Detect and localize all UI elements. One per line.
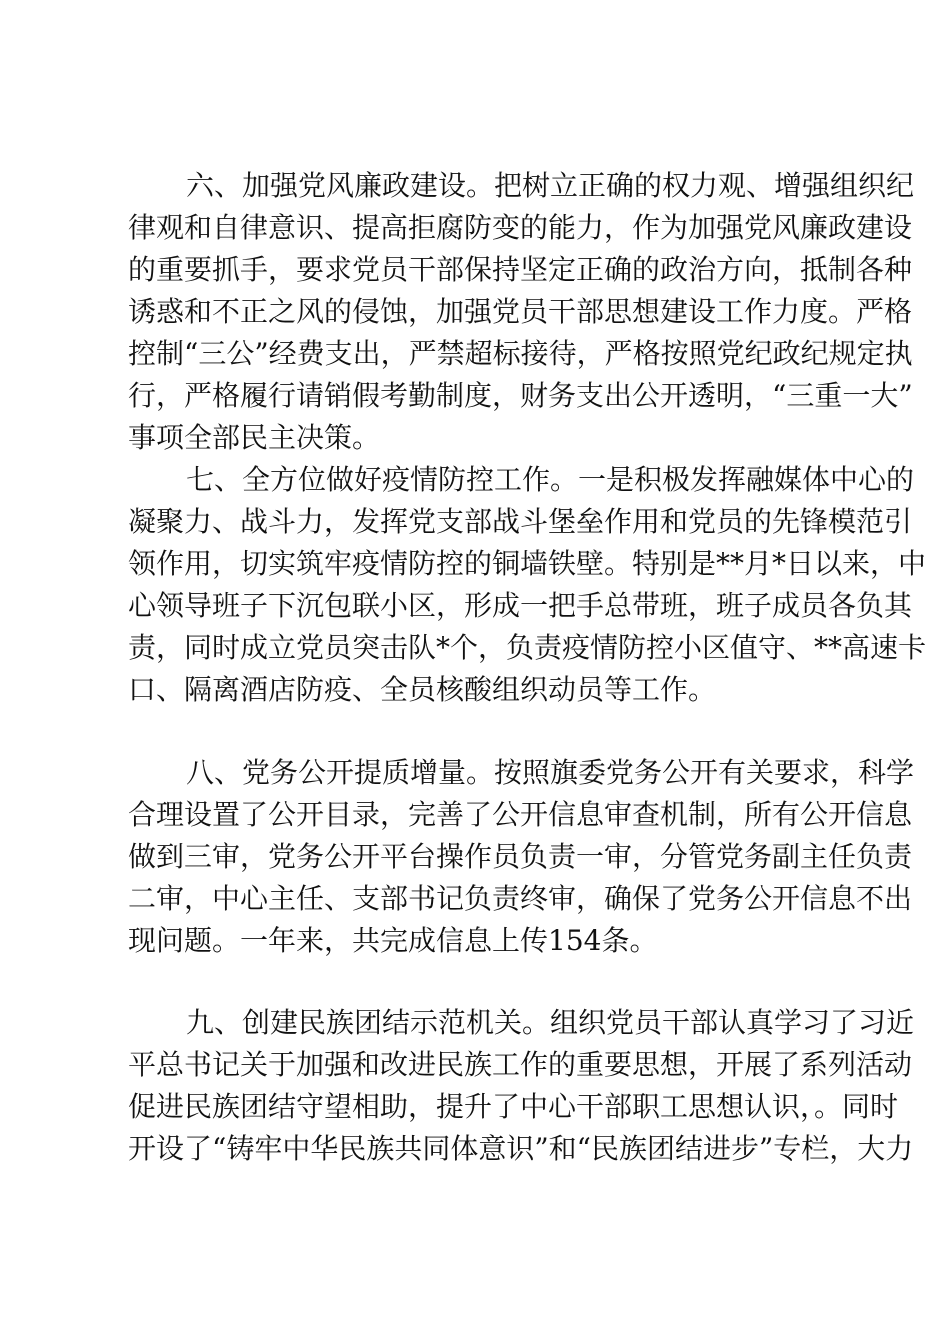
paragraph-6-line-4: 诱惑和不正之风的侵蚀，加强党员干部思想建设工作力度。严格 <box>128 295 913 328</box>
paragraph-6-line-6: 行，严格履行请销假考勤制度，财务支出公开透明，“三重一大” <box>128 379 913 412</box>
paragraph-9-line-3: 促进民族团结守望相助，提升了中心干部职工思想认识，。同时 <box>128 1090 899 1123</box>
paragraph-6-line-7: 事项全部民主决策。 <box>128 421 381 454</box>
paragraph-7-line-4: 心领导班子下沉包联小区，形成一把手总带班，班子成员各负其 <box>128 589 913 622</box>
paragraph-8-line-3: 做到三审，党务公开平台操作员负责一审，分管党务副主任负责 <box>128 840 913 873</box>
paragraph-8-line-5: 现问题。一年来，共完成信息上传154条。 <box>128 924 658 957</box>
paragraph-6-line-3: 的重要抓手，要求党员干部保持坚定正确的政治方向，抵制各种 <box>128 253 913 286</box>
paragraph-9-line-1: 九、创建民族团结示范机关。组织党员干部认真学习了习近 <box>186 1006 915 1039</box>
paragraph-8-line-2: 合理设置了公开目录，完善了公开信息审查机制，所有公开信息 <box>128 798 913 831</box>
paragraph-6-line-2: 律观和自律意识、提高拒腐防变的能力，作为加强党风廉政建设 <box>128 211 913 244</box>
paragraph-7-line-2: 凝聚力、战斗力，发挥党支部战斗堡垒作用和党员的先锋模范引 <box>128 505 913 538</box>
paragraph-7-line-6: 口、隔离酒店防疫、全员核酸组织动员等工作。 <box>128 673 717 706</box>
paragraph-9-line-4: 开设了“铸牢中华民族共同体意识”和“民族团结进步”专栏，大力 <box>128 1132 914 1165</box>
paragraph-8-line-4: 二审，中心主任、支部书记负责终审，确保了党务公开信息不出 <box>128 882 913 915</box>
paragraph-7-line-5: 责，同时成立党员突击队*个，负责疫情防控小区值守、**高速卡 <box>128 631 927 664</box>
paragraph-7-line-1: 七、全方位做好疫情防控工作。一是积极发挥融媒体中心的 <box>186 463 915 496</box>
paragraph-9-line-2: 平总书记关于加强和改进民族工作的重要思想，开展了系列活动 <box>128 1048 913 1081</box>
paragraph-6-line-1: 六、加强党风廉政建设。把树立正确的权力观、增强组织纪 <box>186 169 915 202</box>
paragraph-7-line-3: 领作用，切实筑牢疫情防控的铜墙铁壁。特别是**月*日以来，中 <box>128 547 927 580</box>
paragraph-8-line-1: 八、党务公开提质增量。按照旗委党务公开有关要求，科学 <box>186 756 915 789</box>
paragraph-6-line-5: 控制“三公”经费支出，严禁超标接待，严格按照党纪政纪规定执 <box>128 337 913 370</box>
